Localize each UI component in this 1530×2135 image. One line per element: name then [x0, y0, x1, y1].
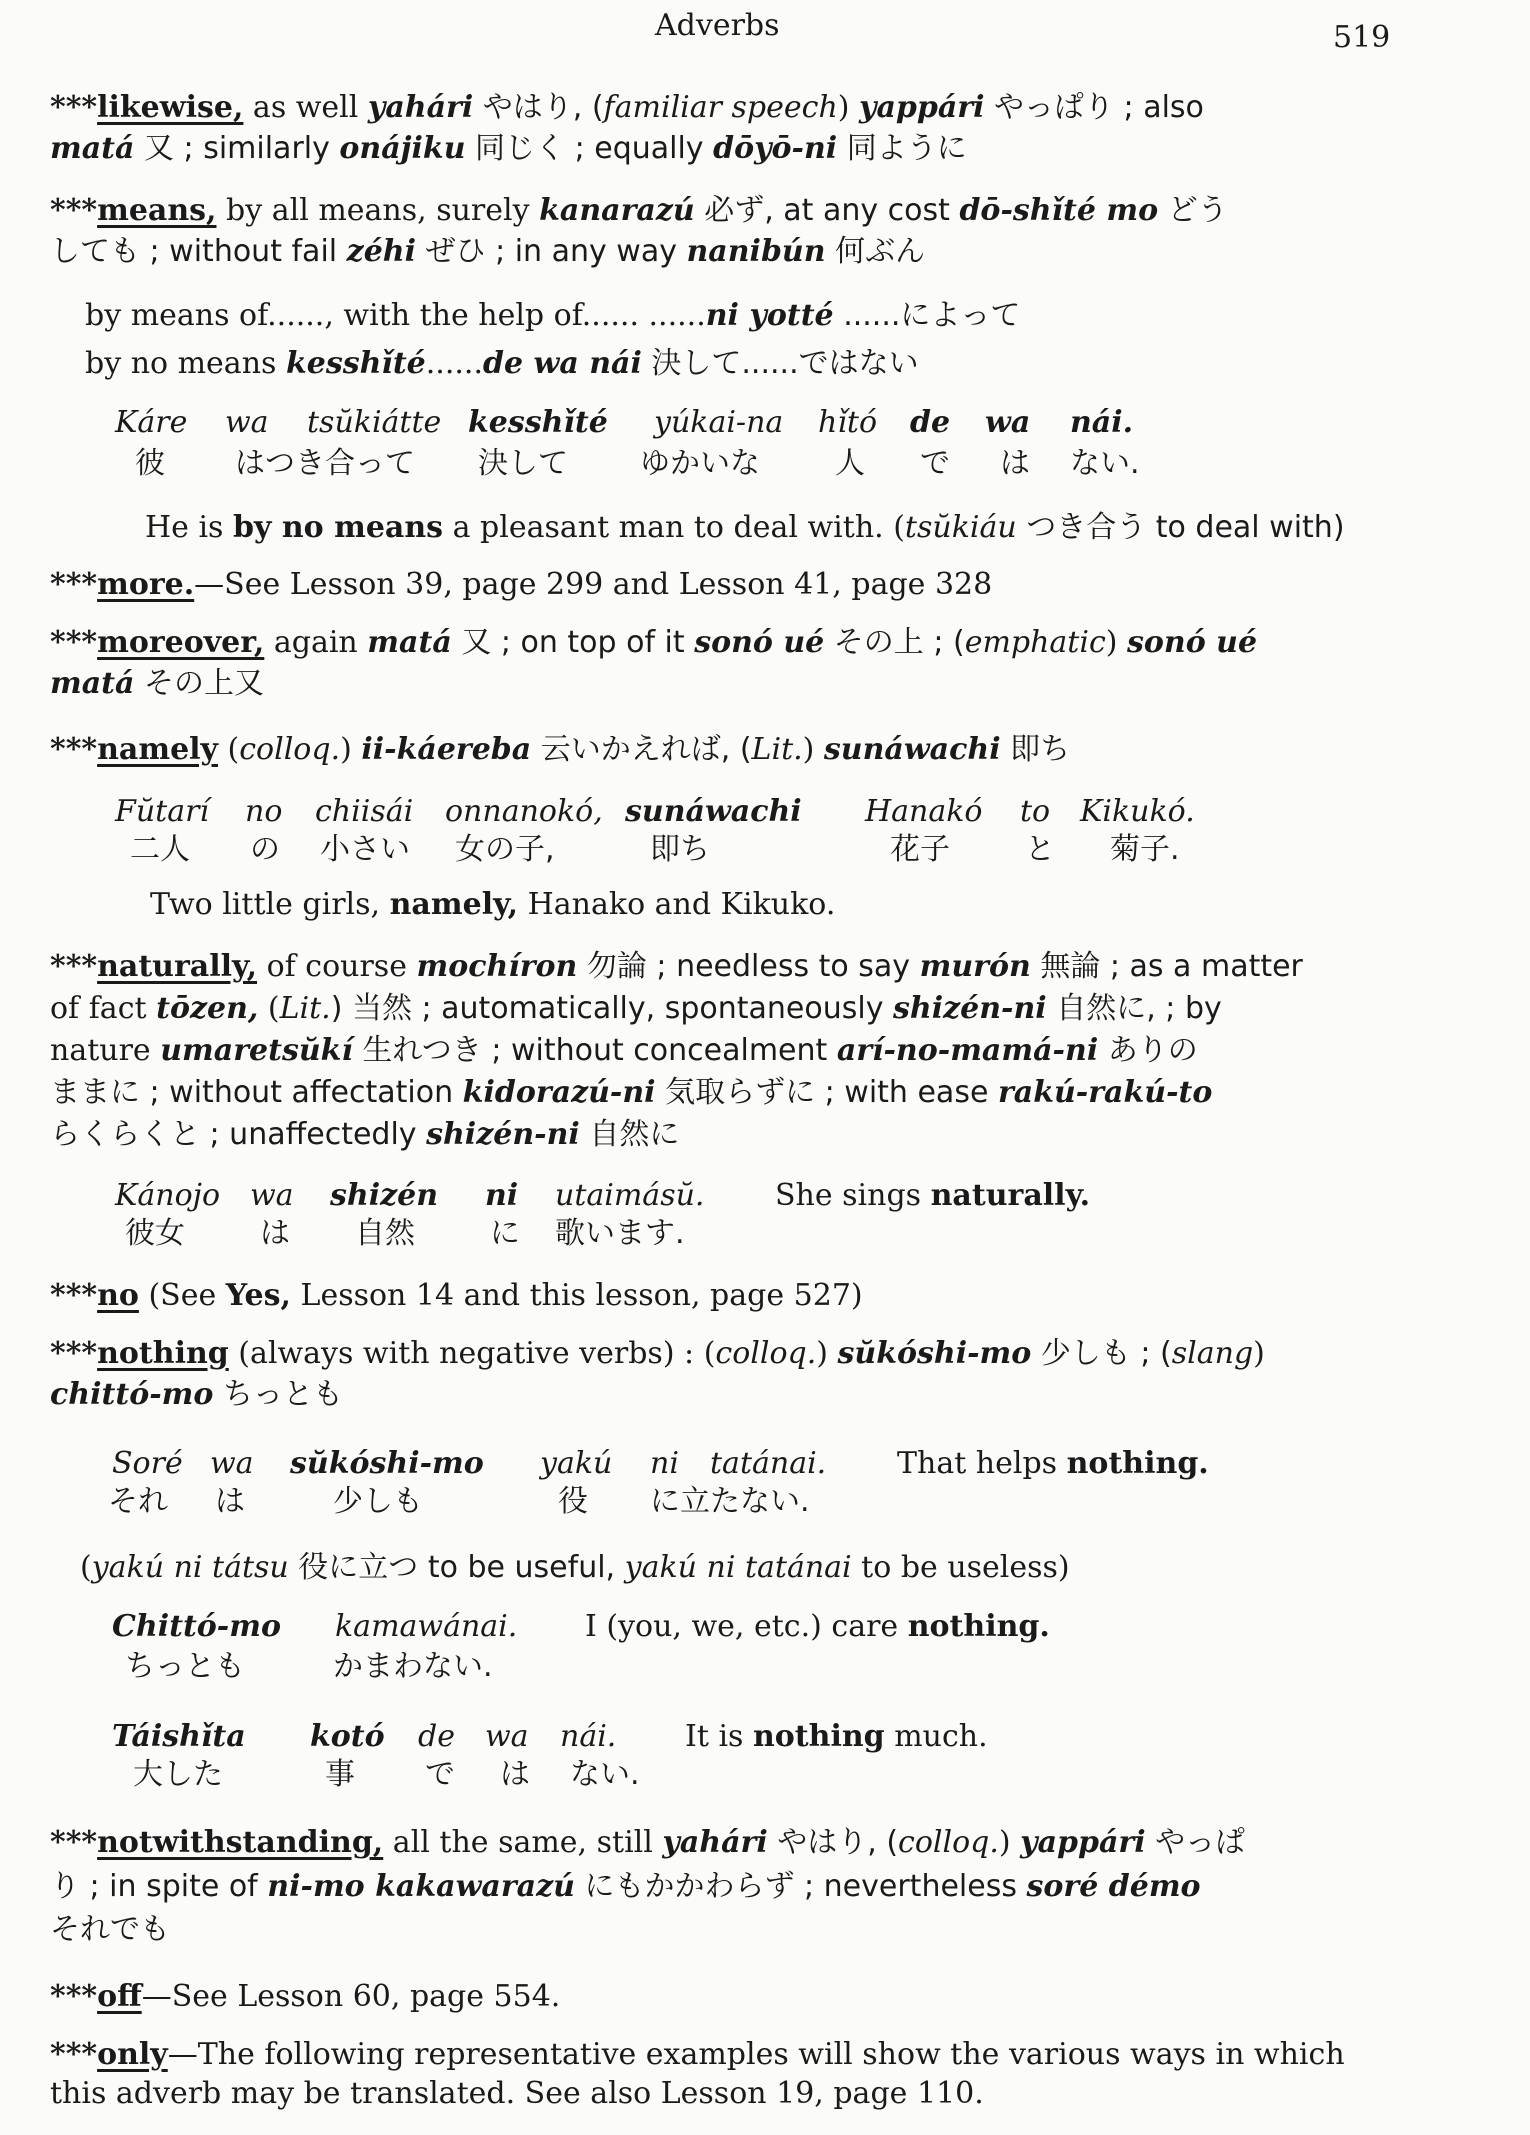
- entry-means-subline-2: by no means kesshǐté......de wa nái 決して......ではない: [85, 346, 919, 381]
- example-note: (yakú ni tátsu 役に立つ to be useful, yakú ni tatánai to be useless): [80, 1550, 1070, 1585]
- entry-nothing-line-2: chittó-mo ちっとも: [50, 1377, 343, 1412]
- entry-headword: likewise,: [97, 90, 244, 125]
- entry-more: ***more.—See Lesson 39, page 299 and Lesson 41, page 328: [50, 567, 993, 602]
- page-number: 519: [1333, 20, 1391, 55]
- entry-notwithstanding-line-3: それでも: [50, 1912, 170, 1947]
- entry-likewise-line-1: ***likewise, as well yahári やはり, (familiar speech) yappári やっぱり ; also: [50, 90, 1204, 125]
- entry-off: ***off—See Lesson 60, page 554.: [50, 1979, 561, 2014]
- entry-stars: ***: [50, 1336, 98, 1371]
- entry-headword: off: [97, 1979, 142, 2014]
- example-translation: Two little girls, namely, Hanako and Kikuko.: [150, 887, 836, 922]
- entry-stars: ***: [50, 567, 98, 602]
- entry-moreover-line-2: matá その上又: [50, 666, 265, 701]
- book-page: Adverbs 519 ***likewise, as well yahári やはり, (familiar speech) yappári やっぱり ; also matá 又 ; similarly onájiku 同じく ; equally dōyō-ni 同ように ***means, by all means, surely kanarazú 必ず, at any cost dō-shǐté mo どう しても ; without fail zéhi ぜひ ; in any way nanibún 何ぶん by means of......, with the help of...... ......ni yotté ......によって by no means kesshǐté......de wa nái 決して......ではない Káre wa tsŭkiátte kesshǐté yúkai-na hǐtó de wa nái. 彼 はつき合って 決して ゆかいな 人 で は ない. He is by no means a pleasant man to deal with. (tsŭkiáu つき合う to deal with) ***more.—See Lesson 39, page 299 and Lesson 41, page 328 ***moreover, again matá 又 ; on top of it sonó ué その上 ; (emphatic) sonó ué matá その上又 ***namely (colloq.) ii-káereba 云いかえれば, (Lit.) sunáwachi 即ち Fŭtarí no chiisái onnanokó, sunáwachi Hanakó to Kikukó. 二人 の 小さい 女の子, 即ち 花子 と 菊子. Two little girls, namely, Hanako and Kikuko. ***naturally, of course mochíron 勿論 ; needless to say murón 無論 ; as a matter of fact tōzen, (Lit.) 当然 ; automatically, spontaneously shizén-ni 自然に, ; by nature umaretsŭkí 生れつき ; without concealment arí-no-mamá-ni ありの ままに ; without affectation kidorazú-ni 気取らずに ; with ease rakú-rakú-to らくらくと ; unaffectedly shizén-ni 自然に Kánojo wa shizén ni utaimásŭ. She sings naturally. 彼女 は 自然 に 歌います. ***no (See Yes, Lesson 14 and this lesson, page 527) ***nothing (always with negative verbs) : (colloq.) sŭkóshi-mo 少しも ; (slang) chittó-mo ちっとも Soré wa sŭkóshi-mo yakú ni tatánai. That helps nothing. それ は 少しも 役 に立たない. (yakú ni tátsu 役に立つ to be useful, yakú ni tatánai to be useless) Chittó-mo kamawánai. I (you, we, etc.) care nothing. ちっとも かまわない. Táishǐta kotó de wa nái. It is nothing much. 大した 事 で は ない. ***notwithstanding, all the same, still yahári やはり, (colloq.) yappári やっぱ り ; in spite of ni-mo kakawarazú にもかかわらず ; nevertheless soré démo それでも ***off—See Lesson 60, page 554. ***only—The following representative examples will show the various ways in which this adverb may be translated. See also Lesson 19, page 110.: [50, 8, 1391, 2111]
- entry-stars: ***: [50, 1979, 98, 2014]
- entry-headword: namely: [97, 732, 218, 767]
- entry-nothing-line-1: ***nothing (always with negative verbs) : (colloq.) sŭkóshi-mo 少しも ; (slang): [50, 1336, 1265, 1371]
- entry-headword: notwithstanding,: [97, 1825, 384, 1860]
- entry-stars: ***: [50, 90, 98, 125]
- entry-only-line-1: ***only—The following representative examples will show the various ways in which: [50, 2037, 1345, 2072]
- entry-namely-line-1: ***namely (colloq.) ii-káereba 云いかえれば, (Lit.) sunáwachi 即ち: [50, 732, 1071, 767]
- entry-naturally-line-3: nature umaretsŭkí 生れつき ; without concealment arí-no-mamá-ni ありの: [50, 1033, 1198, 1068]
- entry-notwithstanding-line-2: り ; in spite of ni-mo kakawarazú にもかかわらず ; nevertheless soré démo: [50, 1869, 1201, 1904]
- entry-means-line-2: しても ; without fail zéhi ぜひ ; in any way nanibún 何ぶん: [50, 234, 926, 269]
- entry-naturally-line-2: of fact tōzen, (Lit.) 当然 ; automatically, spontaneously shizén-ni 自然に, ; by: [50, 991, 1222, 1026]
- entry-headword: more.: [97, 567, 195, 602]
- entry-stars: ***: [50, 193, 98, 228]
- entry-headword: nothing: [97, 1336, 229, 1371]
- entry-stars: ***: [50, 732, 98, 767]
- entry-headword: means,: [97, 193, 217, 228]
- entry-headword: naturally,: [97, 949, 258, 984]
- entry-stars: ***: [50, 1278, 98, 1313]
- running-header: Adverbs: [655, 8, 780, 43]
- entry-no: ***no (See Yes, Lesson 14 and this lesson, page 527): [50, 1278, 863, 1313]
- entry-stars: ***: [50, 1825, 98, 1860]
- example-translation: He is by no means a pleasant man to deal with. (tsŭkiáu つき合う to deal with): [145, 510, 1345, 545]
- entry-means-subline-1: by means of......, with the help of...... ......ni yotté ......によって: [85, 298, 1021, 333]
- entry-naturally-line-4: ままに ; without affectation kidorazú-ni 気取らずに ; with ease rakú-rakú-to: [50, 1075, 1213, 1110]
- entry-headword: moreover,: [97, 625, 265, 660]
- entry-naturally-line-5: らくらくと ; unaffectedly shizén-ni 自然に: [50, 1117, 680, 1152]
- entry-moreover-line-1: ***moreover, again matá 又 ; on top of it sonó ué その上 ; (emphatic) sonó ué: [50, 625, 1258, 660]
- entry-headword: only: [97, 2037, 168, 2072]
- entry-stars: ***: [50, 2037, 98, 2072]
- entry-naturally-line-1: ***naturally, of course mochíron 勿論 ; needless to say murón 無論 ; as a matter: [50, 949, 1303, 984]
- entry-stars: ***: [50, 949, 98, 984]
- entry-headword: no: [97, 1278, 139, 1313]
- entry-likewise-line-2: matá 又 ; similarly onájiku 同じく ; equally dōyō-ni 同ように: [50, 131, 967, 166]
- entry-only-line-2: this adverb may be translated. See also Lesson 19, page 110.: [50, 2076, 984, 2111]
- entry-notwithstanding-line-1: ***notwithstanding, all the same, still yahári やはり, (colloq.) yappári やっぱ: [50, 1825, 1246, 1860]
- entry-means-line-1: ***means, by all means, surely kanarazú 必ず, at any cost dō-shǐté mo どう: [50, 193, 1228, 228]
- entry-stars: ***: [50, 625, 98, 660]
